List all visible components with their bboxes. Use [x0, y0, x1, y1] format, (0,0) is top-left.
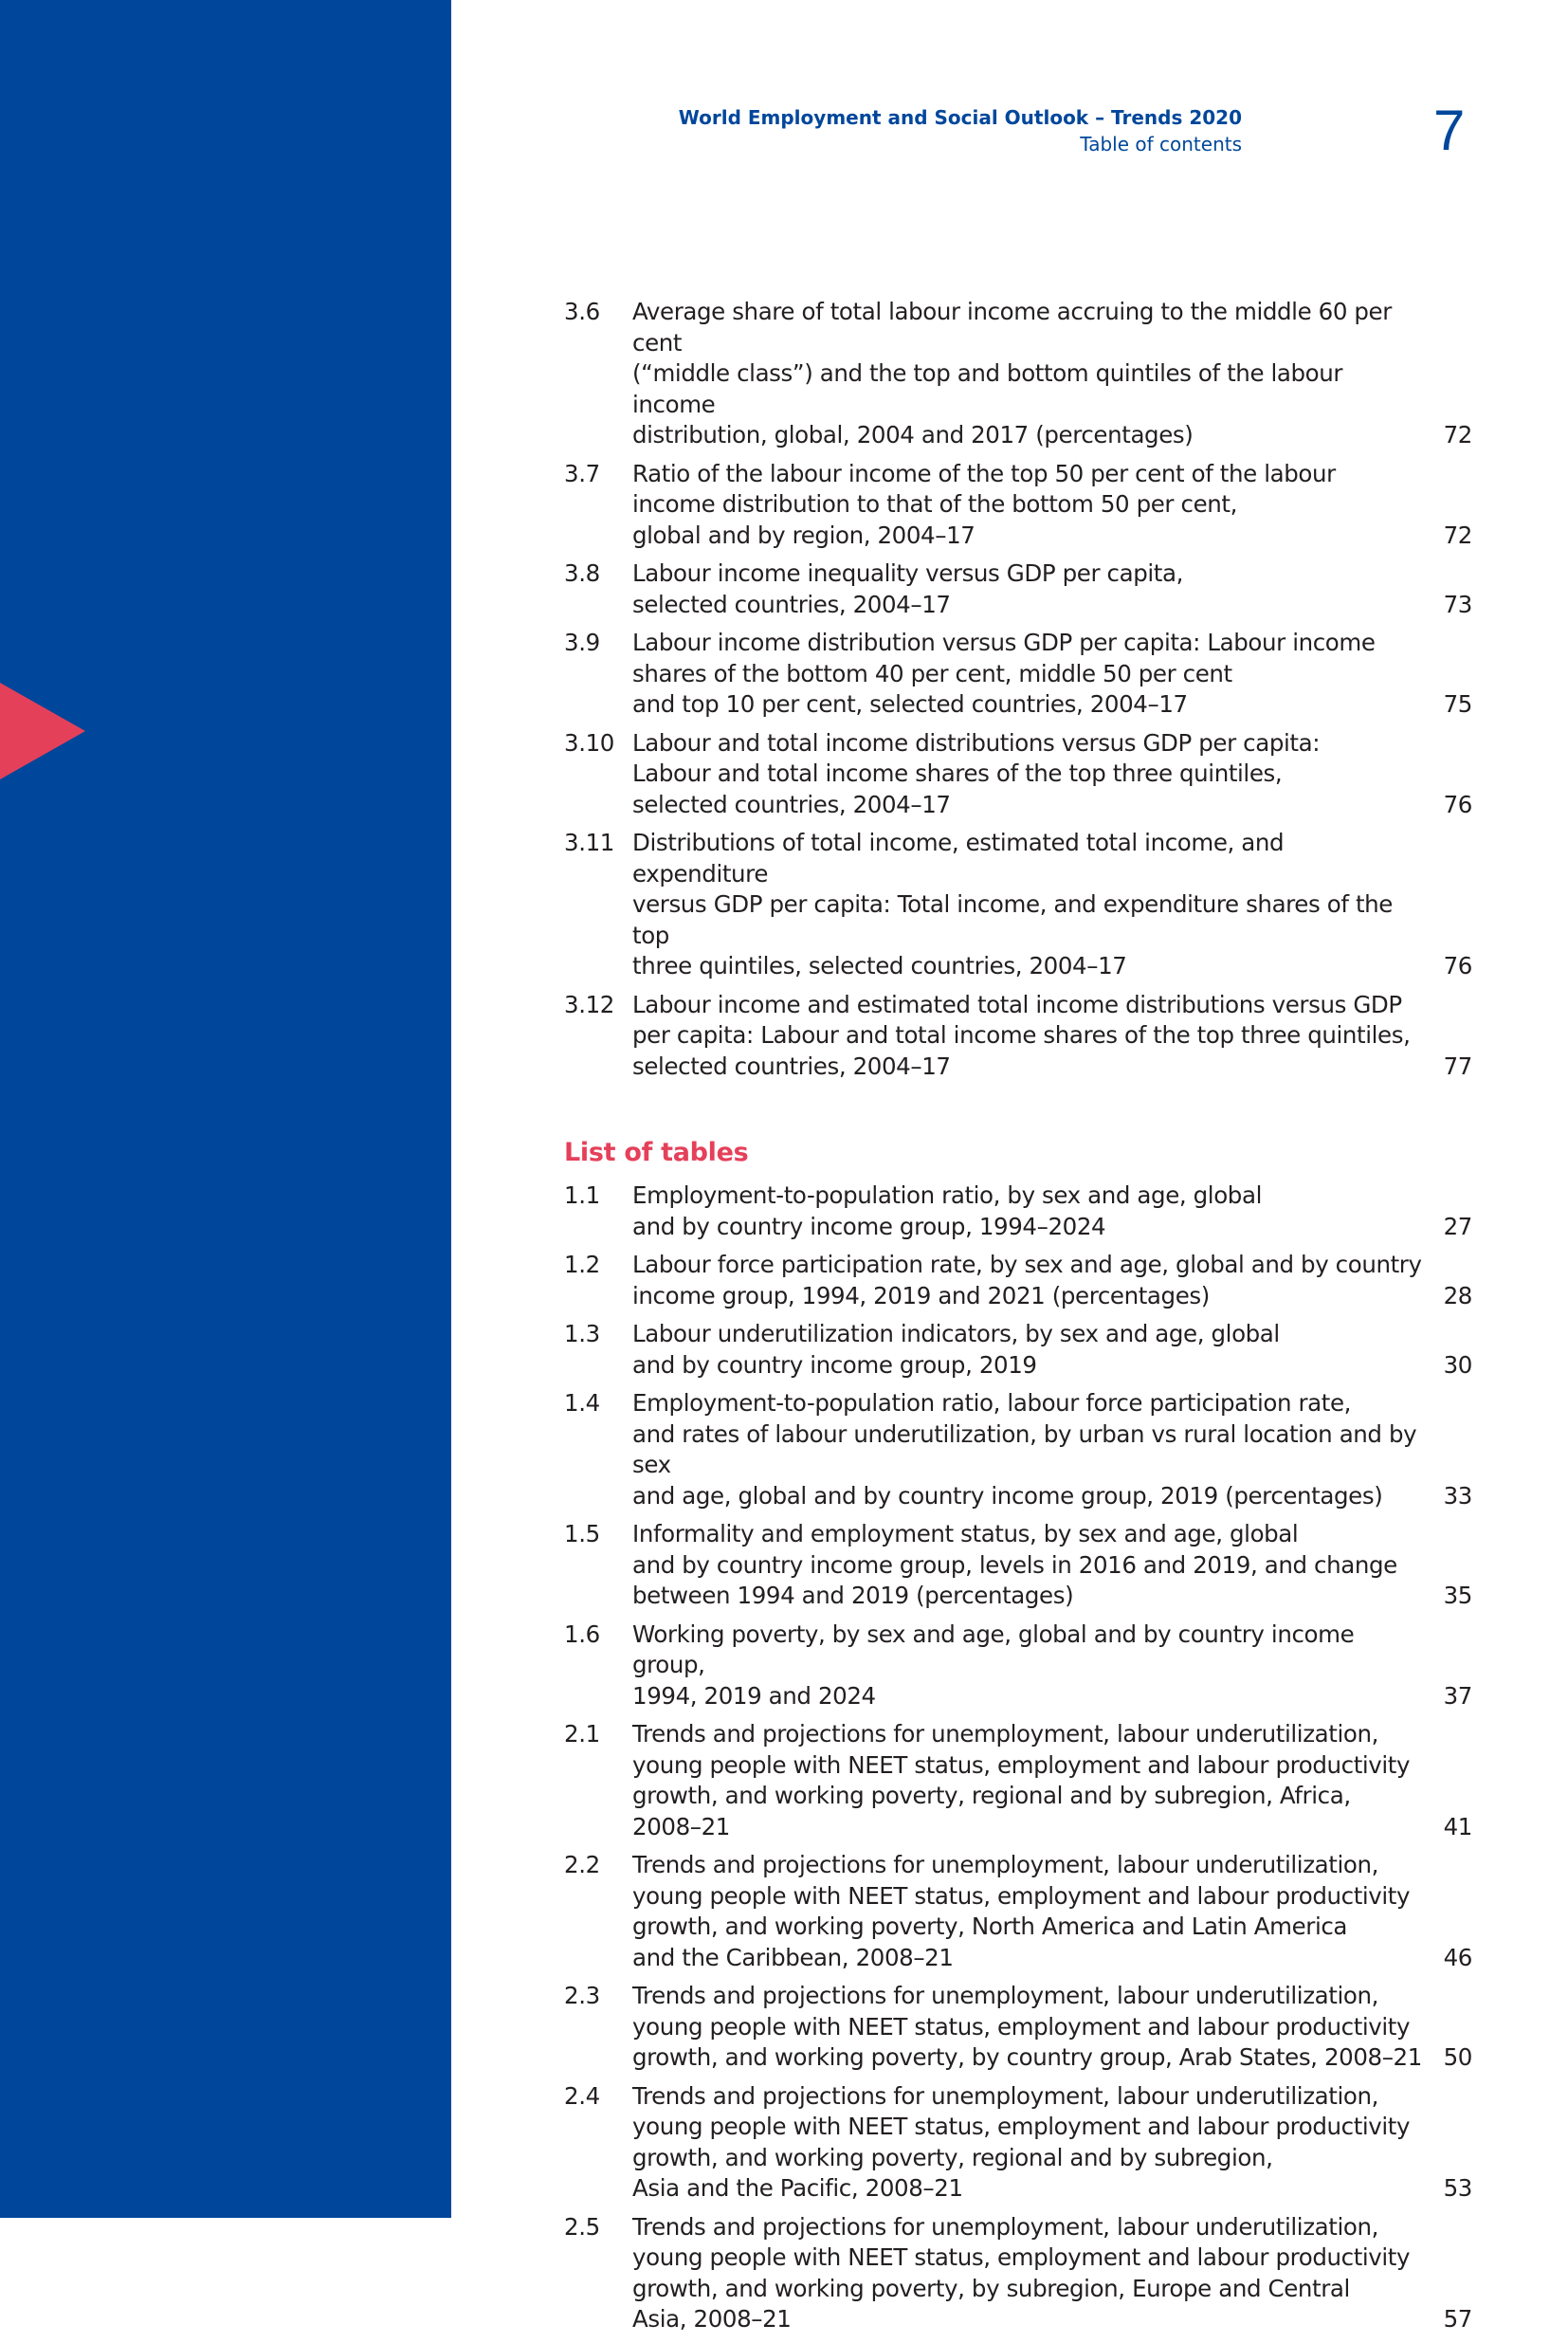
entry-number: 1.4: [564, 1389, 600, 1417]
entry-number: 2.3: [564, 1982, 600, 2009]
entry-page: 76: [1443, 952, 1472, 979]
entry-page: 33: [1443, 1481, 1472, 1510]
entry-number: 3.11: [564, 829, 614, 856]
entry-page: 37: [1443, 1681, 1472, 1710]
entry-page: 77: [1443, 1052, 1472, 1080]
entry-number: 3.12: [564, 990, 614, 1018]
entry-title: Working poverty, by sex and age, global and by country income group, 1994, 2019 and 2024: [632, 1620, 1355, 1710]
entry-title: Labour income and estimated total income distributions versus GDP per capita: Labour and total income shares of the top three quintiles, selected countries, 2004–17: [632, 990, 1411, 1080]
entry-page: 53: [1443, 2174, 1472, 2202]
list-of-tables: [564, 1181, 1472, 2335]
figure-entry-3-9[interactable]: [564, 628, 1472, 721]
entry-number: 1.3: [564, 1320, 600, 1347]
entry-number: 3.8: [564, 559, 600, 587]
entry-title: Trends and projections for unemployment, labour underutilization, young people with NEET status, employment and labour productivity growth, and working poverty, by country group, Arab States, 2008–21: [632, 1982, 1422, 2071]
entry-title: Labour income inequality versus GDP per capita, selected countries, 2004–17: [632, 559, 1183, 618]
entry-number: 3.9: [564, 629, 600, 656]
entry-title: Trends and projections for unemployment, labour underutilization, young people with NEET status, employment and labour productivity growth, and working poverty, regional and by subregion, Asia and the Pacific, 2008–21: [632, 2081, 1411, 2202]
entry-title: Average share of total labour income accruing to the middle 60 per cent (“middle class”) and the top and bottom quintiles of the labour income distribution, global, 2004 and 2017 (percentages): [632, 298, 1392, 448]
entry-number: 3.6: [564, 298, 600, 325]
list-of-tables-heading: List of tables: [564, 1138, 749, 1167]
publication-title: World Employment and Social Outlook – Trends 2020: [678, 106, 1242, 129]
running-header: [679, 104, 1242, 157]
table-entry-1-2[interactable]: [564, 1250, 1472, 1311]
table-entry-2-4[interactable]: [564, 2081, 1472, 2205]
entry-title: Trends and projections for unemployment, labour underutilization, young people with NEET status, employment and labour productivity growth, and working poverty, by subregion, Europe and Central Asia, 2008–21: [632, 2212, 1411, 2333]
page-number: 7: [1433, 99, 1466, 162]
entry-title: Employment-to-population ratio, labour force participation rate, and rates of labour underutilization, by urban vs rural location and by sex and age, global and by country income group, 2019 (percentages): [632, 1389, 1417, 1510]
entry-number: 3.7: [564, 459, 600, 487]
entry-title: Employment-to-population ratio, by sex and age, global and by country income group, 1994–2024: [632, 1181, 1262, 1240]
entry-title: Labour force participation rate, by sex and age, global and by country income group, 1994, 2019 and 2021 (percentages): [632, 1251, 1422, 1309]
entry-title: Trends and projections for unemployment, labour underutilization, young people with NEET status, employment and labour productivity growth, and working poverty, North America and Latin America and the Caribbean, 2008–21: [632, 1851, 1411, 1971]
entry-page: 41: [1443, 1812, 1472, 1840]
entry-title: Distributions of total income, estimated total income, and expenditure versus GDP per capita: Total income, and expenditure shares of the top three quintiles, selected countries, 2004–17: [632, 829, 1393, 979]
entry-page: 76: [1443, 790, 1472, 818]
entry-page: 75: [1443, 690, 1472, 718]
table-entry-2-2[interactable]: [564, 1850, 1472, 1973]
entry-page: 72: [1443, 421, 1472, 448]
entry-number: 3.10: [564, 728, 614, 757]
figure-entry-3-8[interactable]: [564, 558, 1472, 620]
table-entry-1-5[interactable]: [564, 1519, 1472, 1612]
table-entry-1-1[interactable]: [564, 1181, 1472, 1242]
entry-number: 1.5: [564, 1520, 600, 1547]
entry-title: Labour income distribution versus GDP per capita: Labour income shares of the bottom 40 per cent, middle 50 per cent and top 10 per cent, selected countries, 2004–17: [632, 629, 1376, 718]
toc-content: [564, 297, 1472, 2343]
table-entry-2-3[interactable]: [564, 1981, 1472, 2074]
entry-title: Informality and employment status, by sex and age, global and by country income group, levels in 2016 and 2019, and change between 1994 and 2019 (percentages): [632, 1520, 1397, 1609]
figure-entry-3-7[interactable]: [564, 459, 1472, 552]
entry-number: 1.6: [564, 1620, 600, 1648]
figure-entry-3-10[interactable]: [564, 728, 1472, 821]
entry-page: 28: [1443, 1281, 1472, 1309]
entry-page: 72: [1443, 521, 1472, 549]
list-of-figures: [564, 297, 1472, 1082]
triangle-marker-icon: [0, 683, 85, 779]
entry-number: 2.5: [564, 2212, 600, 2241]
figure-entry-3-11[interactable]: [564, 828, 1472, 982]
entry-page: 30: [1443, 1350, 1472, 1379]
side-band: [0, 0, 451, 2218]
section-title: Table of contents: [1080, 133, 1242, 156]
entry-number: 1.1: [564, 1181, 600, 1209]
table-entry-2-1[interactable]: [564, 1719, 1472, 1842]
entry-page: 50: [1443, 2043, 1472, 2071]
entry-page: 57: [1443, 2305, 1472, 2333]
entry-number: 1.2: [564, 1251, 600, 1278]
figure-entry-3-6[interactable]: [564, 297, 1472, 451]
entry-title: Labour and total income distributions versus GDP per capita: Labour and total income shares of the top three quintiles, selected countries, 2004–17: [632, 728, 1321, 818]
entry-page: 46: [1443, 1943, 1472, 1971]
entry-page: 27: [1443, 1212, 1472, 1240]
figure-entry-3-12[interactable]: [564, 990, 1472, 1083]
table-entry-1-4[interactable]: [564, 1388, 1472, 1511]
entry-page: 35: [1443, 1582, 1472, 1609]
entry-title: Trends and projections for unemployment, labour underutilization, young people with NEET status, employment and labour productivity growth, and working poverty, regional and by subregion, Africa, 2008–21: [632, 1720, 1411, 1840]
entry-page: 73: [1443, 590, 1472, 618]
entry-number: 2.4: [564, 2081, 600, 2110]
entry-number: 2.2: [564, 1851, 600, 1878]
entry-title: Labour underutilization indicators, by sex and age, global and by country income group, 2019: [632, 1320, 1280, 1379]
entry-number: 2.1: [564, 1720, 600, 1748]
entry-title: Ratio of the labour income of the top 50 per cent of the labour income distribution to that of the bottom 50 per cent, global and by region, 2004–17: [632, 459, 1336, 549]
table-entry-1-6[interactable]: [564, 1620, 1472, 1712]
table-entry-2-5[interactable]: [564, 2212, 1472, 2335]
table-entry-1-3[interactable]: [564, 1319, 1472, 1381]
